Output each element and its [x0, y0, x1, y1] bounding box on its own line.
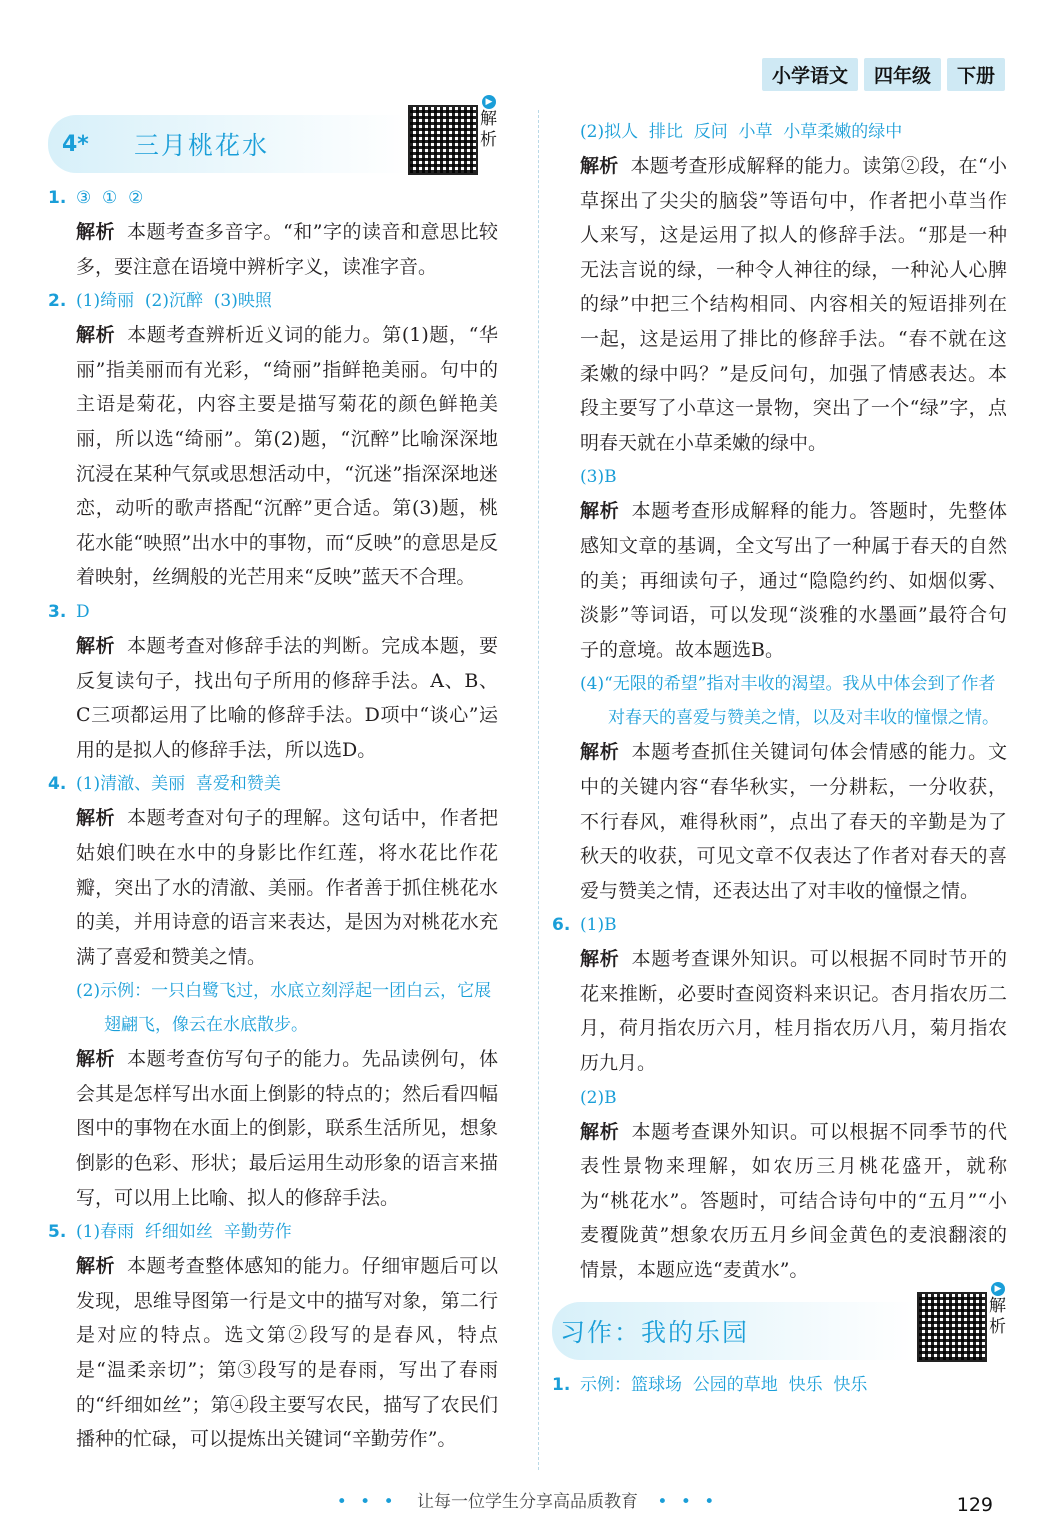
answer: D [76, 601, 90, 622]
explanation-label: 解析 [580, 948, 620, 971]
explanation: 解析 本题考查对修辞手法的判断。完成本题，要反复读句子，找出句子所用的修辞手法。A、B、C三项都运用了比喻的修辞手法。D项中“谈心”运用的是拟人的修辞手法，所以选D。 [76, 634, 498, 761]
question-5-part-4 [552, 667, 1007, 908]
question-6 [552, 908, 1007, 1080]
question-6-part-2 [552, 1081, 1007, 1288]
explanation-label: 解析 [76, 1048, 116, 1071]
explanation: 解析 本题考查抓住关键词句体会情感的能力。文中的关键内容“春华秋实，一分耕耘，一分收获，不行春风，难得秋雨”，点出了春天的辛勤是为了秋天的收获，可见文章不仅表达了作者对春天的喜爱与赞美之情，还表达出了对丰收的憧憬之情。 [580, 741, 1007, 902]
header-grade: 四年级 [864, 58, 941, 91]
lesson-title: 三月桃花水 [134, 131, 270, 160]
play-icon: ▶ [991, 1282, 1005, 1296]
explanation-sub: 解析 本题考查仿写句子的能力。先品读例句，体会其是怎样写出水面上倒影的特点的；然后看四幅图中的事物在水面上的倒影，联系生活所见，想象倒影的色彩、形状；最后运用生动形象的语言来描写，可以用上比喻、拟人的修辞手法。 [76, 1048, 498, 1209]
answer: ③ ① ② [76, 188, 144, 208]
page-header [756, 58, 1005, 91]
writing-question-1 [552, 1368, 1007, 1402]
left-column [48, 97, 498, 1457]
question-5 [48, 1215, 498, 1457]
footer-slogan: 让每一位学生分享高品质教育 [417, 1492, 638, 1512]
question-4 [48, 767, 498, 1215]
lesson-number: 4* [62, 131, 89, 157]
qr-code-writing[interactable] [917, 1283, 1007, 1364]
answer: (1)春雨 纤细如丝 辛勤劳作 [76, 1222, 292, 1243]
footer-dots-right: • • • [657, 1492, 719, 1512]
answer: (3)B [580, 467, 617, 488]
explanation-label: 解析 [76, 221, 116, 243]
answer: (4)“无限的希望”指对丰收的渴望。我从中体会到了作者对春天的喜爱与赞美之情，以及对丰收的憧憬之情。 [580, 674, 999, 729]
question-number: 1. [552, 1374, 571, 1395]
column-divider [538, 110, 539, 1470]
question-5-part-2 [552, 115, 1007, 460]
right-column [552, 115, 1007, 1402]
writing-title: 习作：我的乐园 [560, 1317, 750, 1347]
explanation: 解析 本题考查课外知识。可以根据不同时节开的花来推断，必要时查阅资料来识记。杏月指农历二月，荷月指农历六月，桂月指农历八月，菊月指农历九月。 [580, 948, 1007, 1075]
explanation: 解析 本题考查对句子的理解。这句话中，作者把姑娘们映在水中的身影比作红莲，将水花比作花瓣，突出了水的清澈、美丽。作者善于抓住桃花水的美，并用诗意的语言来表达，是因为对桃花水充满了喜爱和赞美之情。 [76, 807, 498, 968]
explanation: 解析 本题考查多音字。“和”字的读音和意思比较多，要注意在语境中辨析字义，读准字音。 [76, 221, 498, 278]
explanation: 解析 本题考查整体感知的能力。仔细审题后可以发现，思维导图第一行是文中的描写对象，第二行是对应的特点。选文第②段写的是春风，特点是“温柔亲切”；第③段写的是春雨，写出了春雨的“纤细如丝”；第④段主要写农民，描写了农民们播种的忙碌，可以提炼出关键词“辛勤劳作”。 [76, 1255, 498, 1451]
play-icon: ▶ [482, 95, 496, 109]
section-title-writing [552, 1283, 1007, 1360]
explanation-label: 解析 [580, 500, 620, 523]
answer: (1)清澈、美丽 喜爱和赞美 [76, 774, 281, 795]
header-subject: 小学语文 [762, 58, 858, 91]
footer-dots-left: • • • [336, 1492, 398, 1512]
answer: (2)B [580, 1087, 617, 1108]
explanation-label: 解析 [76, 1255, 116, 1278]
question-number: 1. [48, 188, 67, 208]
page-number: 129 [956, 1494, 993, 1516]
section-title-lesson [48, 97, 498, 173]
explanation-label: 解析 [76, 324, 116, 347]
explanation: 解析 本题考查形成解释的能力。读第②段，在“小草探出了尖尖的脑袋”等语句中，作者把小草当作人来写，这是运用了拟人的修辞手法。“那是一种无法言说的绿，一种令人神往的绿，一种沁人心脾的绿”中把三个结构相同、内容相关的短语排列在一起，这是运用了排比的修辞手法。“春不就在这柔嫩的绿中吗？”是反问句，加强了情感表达。本段主要写了小草这一景物，突出了一个“绿”字，点明春天就在小草柔嫩的绿中。 [580, 155, 1007, 454]
question-number: 5. [48, 1222, 67, 1243]
answer: 示例：篮球场 公园的草地 快乐 快乐 [580, 1374, 868, 1395]
answer: (1)绮丽 (2)沉醉 (3)映照 [76, 291, 272, 312]
question-number: 4. [48, 774, 67, 795]
explanation: 解析 本题考查形成解释的能力。答题时，先整体感知文章的基调，全文写出了一种属于春天的自然的美；再细读句子，通过“隐隐约约、如烟似雾、淡影”等词语，可以发现“淡雅的水墨画”最符合句子的意境。故本题选B。 [580, 500, 1007, 661]
qr-label: 解析 [989, 1295, 1006, 1337]
answer: (2)拟人 排比 反问 小草 小草柔嫩的绿中 [580, 122, 903, 142]
question-1 [48, 181, 498, 284]
explanation-label: 解析 [76, 807, 116, 830]
qr-code-icon [917, 1292, 987, 1362]
explanation-label: 解析 [580, 741, 620, 764]
qr-code-lesson[interactable] [408, 97, 498, 177]
explanation: 解析 本题考查课外知识。可以根据不同季节的代表性景物来理解，如农历三月桃花盛开，就称为“桃花水”。答题时，可结合诗句中的“五月”“小麦覆陇黄”想象农历五月乡间金黄色的麦浪翻滚的情景，本题应选“麦黄水”。 [580, 1120, 1007, 1282]
question-3 [48, 595, 498, 767]
page-footer [0, 1487, 1055, 1512]
question-number: 2. [48, 291, 67, 312]
explanation-label: 解析 [580, 155, 619, 177]
question-number: 3. [48, 601, 67, 622]
question-5-part-3 [552, 460, 1007, 667]
question-number: 6. [552, 915, 571, 936]
qr-label: 解析 [480, 109, 497, 150]
explanation: 解析 本题考查辨析近义词的能力。第(1)题，“华丽”指美丽而有光彩，“绮丽”指鲜艳美丽。句中的主语是菊花，内容主要是描写菊花的颜色鲜艳美丽，所以选“绮丽”。第(2)题，“沉醉”比喻深深地沉浸在某种气氛或思想活动中，“沉迷”指深深地迷恋，动听的歌声搭配“沉醉”更合适。第(3)题，桃花水能“映照”出水中的事物，而“反映”的意思是反着映射，丝绸般的光芒用来“反映”蓝天不合理。 [76, 324, 498, 589]
question-2 [48, 284, 498, 595]
answer-sub: (2)示例：一只白鹭飞过，水底立刻浮起一团白云，它展翅翩飞，像云在水底散步。 [76, 981, 492, 1036]
explanation-label: 解析 [76, 634, 116, 657]
explanation-label: 解析 [580, 1120, 620, 1143]
header-volume: 下册 [947, 58, 1005, 91]
answer: (1)B [580, 915, 617, 936]
qr-code-icon [408, 105, 478, 175]
